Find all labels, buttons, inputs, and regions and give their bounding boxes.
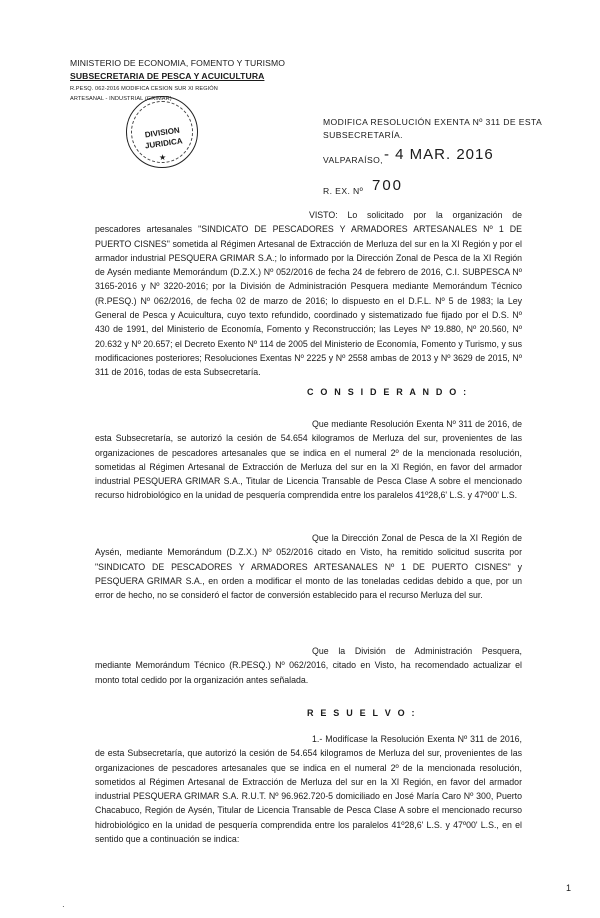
stamp-line-1: DIVISION (144, 125, 181, 140)
resuelvo-text: 1.- Modifícase la Resolución Exenta Nº 311 de 2016, de esta Subsecretaría, que autorizó la cesión de 54.654 kilogramos de Merluza del sur, provenientes de las organizaciones de pescadores artesanales que se indica en el numeral 2º de la mencionada resolución, sometidos al Régimen Artesanal de Extracción de Merluza del sur en la XI Región, en favor del armador industrial PESQUERA GRIMAR S.A. R.U.T. Nº 96.962.720-5 domiciliado en José María Caro Nº 300, Puerto Chacabuco, Región de Aysén, Titular de Licencia Transable de Pesca Clase A sobre el mencionado recurso hidrobiológico en la unidad de pesquería comprendida entre los paralelos 41º28,6' L.S. y 47º00' L.S., en el sentido que a continuación se indica: (95, 734, 522, 845)
resolution-date: - 4 MAR. 2016 (384, 146, 494, 163)
resolution-title-line-2: SUBSECRETARÍA. (323, 130, 403, 140)
subsecretaria-name: SUBSECRETARIA DE PESCA Y ACUICULTURA (70, 71, 265, 81)
considerando-heading: C O N S I D E R A N D O : (307, 387, 469, 397)
resolution-title-line-1: MODIFICA RESOLUCIÓN EXENTA Nº 311 DE ESTA (323, 117, 543, 127)
reference-line-2: ARTESANAL - INDUSTRIAL (GRIMAR) (70, 96, 172, 102)
considerando-text-3: Que la División de Administración Pesquera, mediante Memorándum Técnico (R.PESQ.) Nº 062/2016, citado en Visto, ha recomendado actualizar el monto total cedido por la organización antes señalada. (95, 646, 522, 685)
resuelvo-heading: R E S U E L V O : (307, 708, 417, 718)
footer-mark: · (62, 902, 65, 911)
place-label: VALPARAÍSO, (323, 155, 383, 165)
considerando-paragraph-2 (95, 531, 522, 602)
division-juridica-stamp (126, 96, 198, 168)
considerando-text-2: Que la Dirección Zonal de Pesca de la XI Región de Aysén, mediante Memorándum (D.Z.X.) Nº 052/2016 citado en Visto, ha remitido solicitud suscrita por "SINDICATO DE PESCADORES Y ARMADORES ARTESANALES Nº 1 DE PUERTO CISNES" y PESQUERA GRIMAR S.A., en orden a modificar el monto de las toneladas cedidas debido a que, por un error de hecho, no se consideró el factor de conversión establecido para el recurso Merluza del sur. (95, 533, 522, 601)
reference-line-1: R.PESQ. 062-2016 MODIFICA CESION SUR XI REGIÓN (70, 86, 218, 92)
considerando-paragraph-3 (95, 644, 522, 687)
resuelvo-paragraph (95, 732, 522, 846)
stamp-line-2: JURIDICA (144, 136, 184, 151)
considerando-paragraph-1 (95, 417, 522, 503)
ministry-name: MINISTERIO DE ECONOMIA, FOMENTO Y TURISMO (70, 58, 285, 68)
rex-number: 700 (372, 177, 404, 194)
considerando-text-1: Que mediante Resolución Exenta Nº 311 de 2016, de esta Subsecretaría, se autorizó la cesión de 54.654 kilogramos de Merluza del sur, provenientes de las organizaciones de pescadores artesanales que se indica en el numeral 2º de la mencionada resolución, sometidas al Régimen Artesanal de Extracción de Merluza del sur en la XI Región, en favor del armador industrial PESQUERA GRIMAR S.A., Titular de Licencia Transable de Pesca Clase A sobre el mencionado recurso hidrobiológico en la unidad de pesquería comprendida entre los paralelos 41º28,6' L.S. y 47º00' L.S. (95, 419, 522, 501)
page-number: 1 (566, 883, 572, 893)
visto-text: VISTO: Lo solicitado por la organización de pescadores artesanales "SINDICATO DE PESCADORES Y ARMADORES ARTESANALES Nº 1 DE PUERTO CISNES" sometida al Régimen Artesanal de Extracción de Merluza del sur en la XI Región y por el armador industrial PESQUERA GRIMAR S.A.; lo informado por la Dirección Zonal de Pesca de la XI Región de Aysén mediante Memorándum (D.Z.X.) Nº 052/2016 de fecha 24 de febrero de 2016, C.I. SUBPESCA Nº 3165-2016 y Nº 3220-2016; por la División de Administración Pesquera mediante Memorándum Técnico (R.PESQ.) Nº 062/2016, de fecha 02 de marzo de 2016; lo dispuesto en el D.F.L. Nº 5 de 1983; la Ley General de Pesca y Acuicultura, cuyo texto refundido, coordinado y sistematizado fue fijado por el D.S. Nº 430 de 1991, del Ministerio de Economía, Fomento y Reconstrucción; las Leyes Nº 19.880, Nº 20.560, Nº 20.632 y Nº 20.657; el Decreto Exento Nº 114 de 2005 del Ministerio de Economía, Fomento y Turismo, y sus modificaciones posteriores; Resoluciones Exentas Nº 2225 y Nº 2558 ambas de 2013 y Nº 3629 de 2015, Nº 311 de 2016, todas de esta Subsecretaría. (95, 210, 522, 378)
visto-paragraph (95, 208, 522, 380)
rex-label: R. EX. Nº (323, 186, 364, 196)
star-icon: ★ (159, 153, 167, 162)
